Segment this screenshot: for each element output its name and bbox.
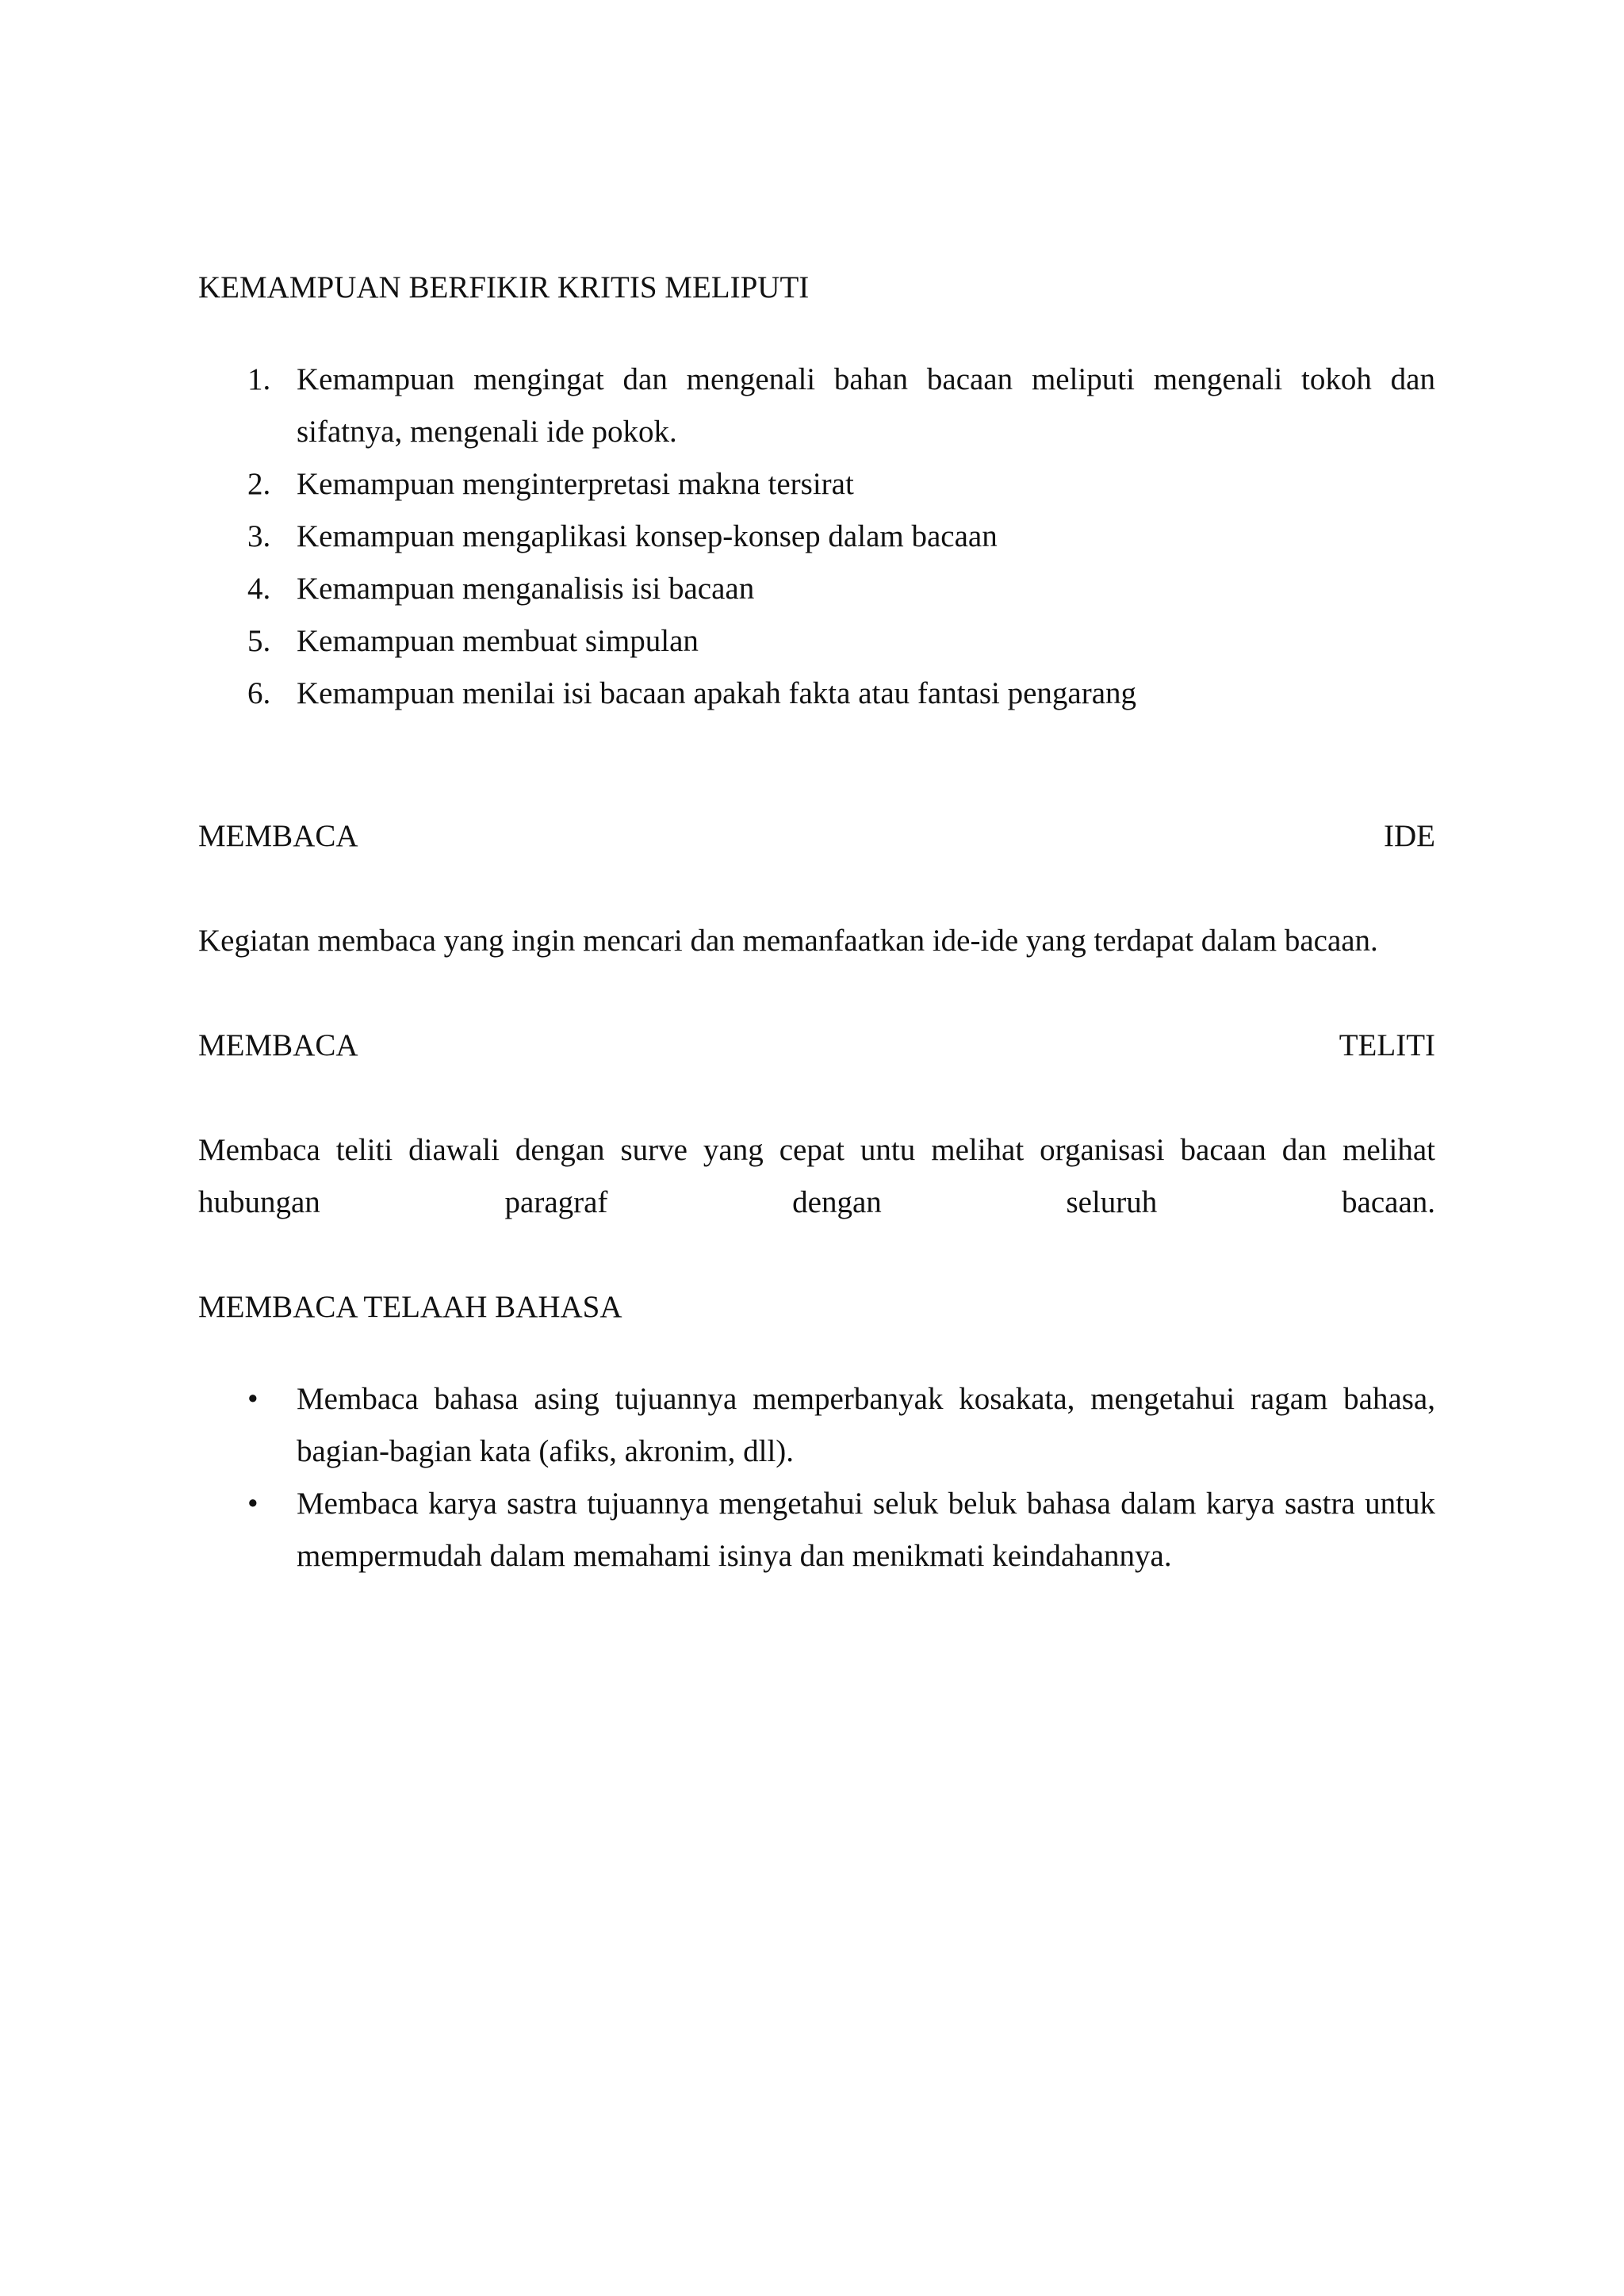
list-item-text: Kemampuan menginterpretasi makna tersirat xyxy=(297,467,854,501)
list-item xyxy=(198,354,1435,458)
bullet-icon: • xyxy=(247,1382,259,1416)
list-item-number: 5. xyxy=(247,624,271,658)
section-heading-telaah-bahasa: MEMBACA TELAAH BAHASA xyxy=(198,1290,622,1324)
spacer xyxy=(198,720,1435,810)
spacer xyxy=(198,314,1435,354)
list-item-number: 1. xyxy=(247,362,271,396)
telaah-bahasa-list xyxy=(198,1373,1435,1582)
section-heading-berfikir-kritis: KEMAMPUAN BERFIKIR KRITIS MELIPUTI xyxy=(198,270,810,304)
heading-left: MEMBACA xyxy=(198,819,358,853)
spacer xyxy=(198,863,1435,915)
list-item xyxy=(198,1373,1435,1478)
heading-right: TELITI xyxy=(1339,1028,1435,1062)
list-item-text: Kemampuan mengingat dan mengenali bahan bacaan meliputi mengenali tokoh dan sifatnya, mengenali ide pokok. xyxy=(297,362,1435,449)
list-item-text: Membaca karya sastra tujuannya mengetahui seluk beluk bahasa dalam karya sastra untuk mempermudah dalam memahami isinya dan menikmati keindahannya. xyxy=(297,1487,1435,1573)
section-heading-membaca-ide xyxy=(198,810,1435,863)
list-item-number: 2. xyxy=(247,467,271,501)
list-item-number: 4. xyxy=(247,572,271,606)
spacer xyxy=(198,967,1435,1020)
heading-right: IDE xyxy=(1384,819,1435,853)
paragraph-membaca-ide: Kegiatan membaca yang ingin mencari dan memanfaatkan ide-ide yang terdapat dalam bacaan. xyxy=(198,924,1378,958)
list-item-number: 6. xyxy=(247,676,271,710)
critical-thinking-list xyxy=(198,354,1435,720)
list-item-text: Kemampuan mengaplikasi konsep-konsep dalam bacaan xyxy=(297,519,998,553)
list-item-text: Kemampuan menilai isi bacaan apakah fakta atau fantasi pengarang xyxy=(297,676,1137,710)
bullet-icon: • xyxy=(247,1487,259,1521)
list-item xyxy=(198,563,1435,615)
list-item xyxy=(198,668,1435,720)
list-item xyxy=(198,511,1435,563)
list-item xyxy=(198,458,1435,511)
list-item-text: Membaca bahasa asing tujuannya memperbanyak kosakata, mengetahui ragam bahasa, bagian-bagian kata (afiks, akronim, dll). xyxy=(297,1382,1435,1468)
paragraph-membaca-teliti: Membaca teliti diawali dengan surve yang cepat untu melihat organisasi bacaan dan melihat hubungan paragraf dengan seluruh bacaan. xyxy=(198,1133,1435,1219)
document-page xyxy=(198,262,1435,1582)
spacer xyxy=(198,1334,1435,1373)
heading-left: MEMBACA xyxy=(198,1028,358,1062)
list-item xyxy=(198,615,1435,668)
spacer xyxy=(198,1229,1435,1281)
section-heading-membaca-teliti xyxy=(198,1020,1435,1072)
spacer xyxy=(198,1072,1435,1124)
list-item-text: Kemampuan menganalisis isi bacaan xyxy=(297,572,755,606)
list-item-text: Kemampuan membuat simpulan xyxy=(297,624,699,658)
list-item-number: 3. xyxy=(247,519,271,553)
list-item xyxy=(198,1478,1435,1582)
